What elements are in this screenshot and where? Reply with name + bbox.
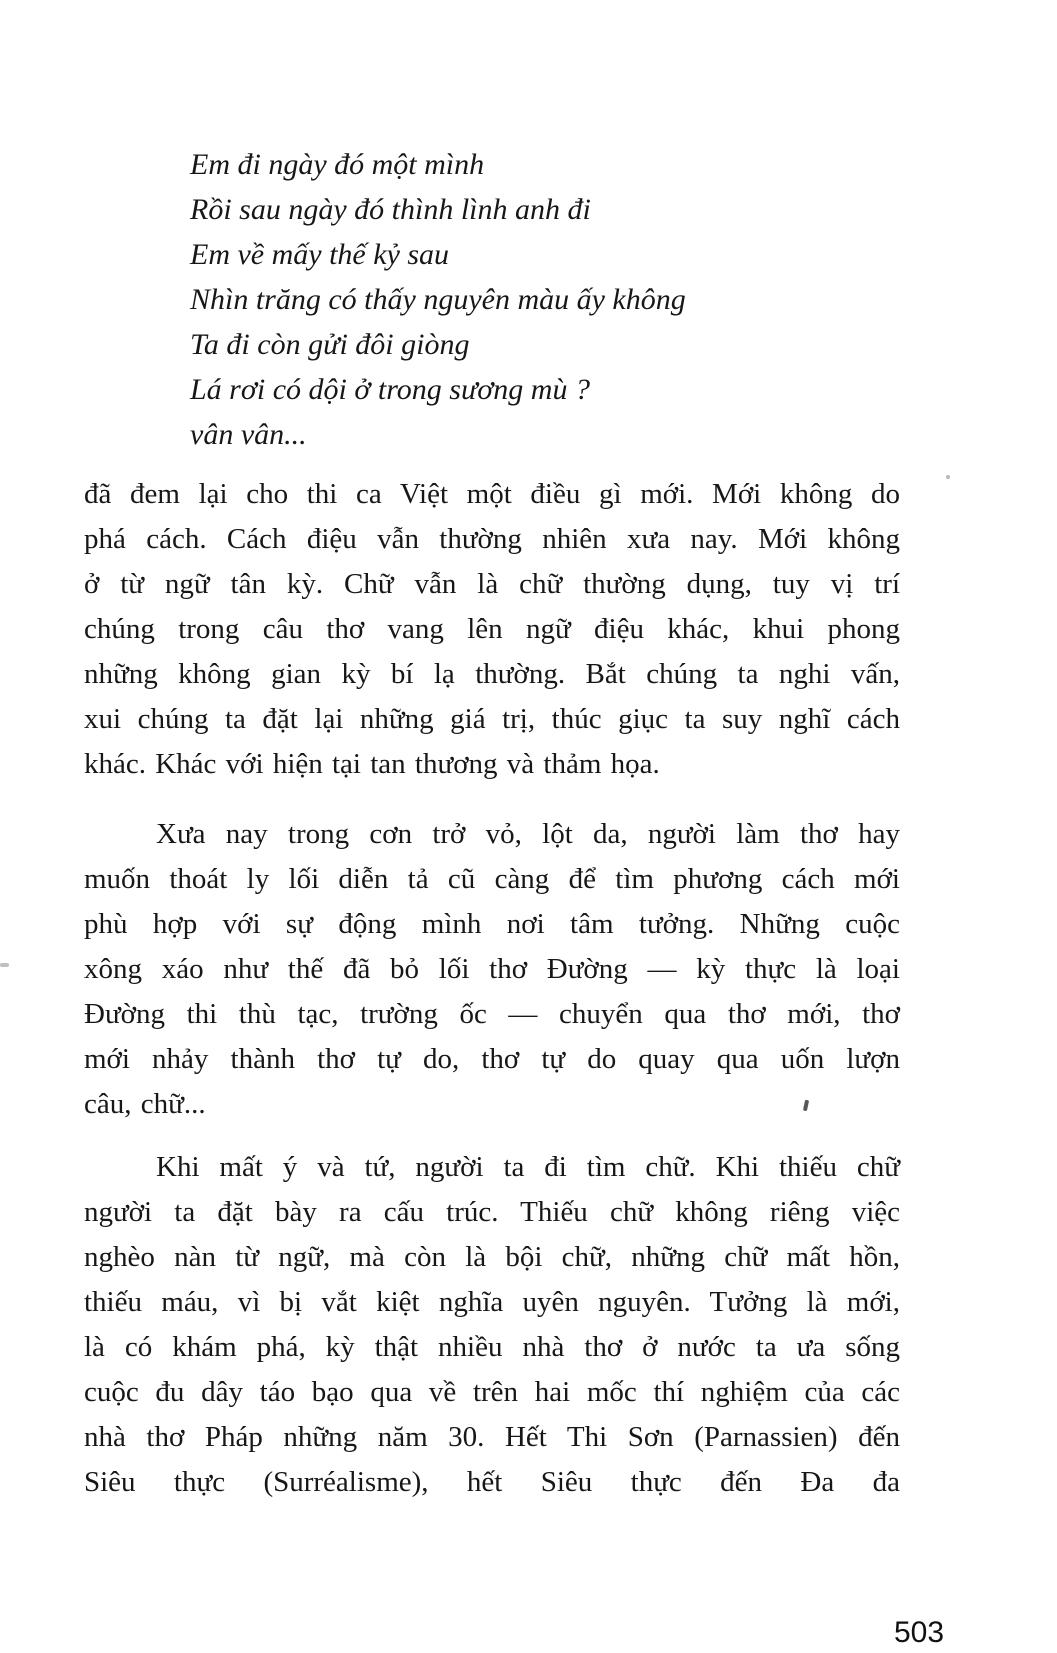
body-line: những không gian kỳ bí lạ thường. Bắt chúng ta nghi vấn, xyxy=(84,658,900,690)
body-line: nhà thơ Pháp những năm 30. Hết Thi Sơn (Parnassien) đến xyxy=(84,1421,900,1453)
body-line: Xưa nay trong cơn trở vỏ, lột da, người làm thơ hay xyxy=(156,818,900,850)
body-line: chúng trong câu thơ vang lên ngữ điệu khác, khui phong xyxy=(84,613,900,645)
body-line: muốn thoát ly lối diễn tả cũ càng để tìm phương cách mới xyxy=(84,863,900,895)
body-line: nghèo nàn từ ngữ, mà còn là bội chữ, những chữ mất hồn, xyxy=(84,1241,900,1273)
body-line: xông xáo như thế đã bỏ lối thơ Đường — kỳ thực là loại xyxy=(84,953,900,985)
body-line: người ta đặt bày ra cấu trúc. Thiếu chữ không riêng việc xyxy=(84,1196,900,1228)
page-number: 503 xyxy=(894,1616,945,1649)
body-line: đã đem lại cho thi ca Việt một điều gì mới. Mới không do xyxy=(84,478,900,510)
paragraph-1 xyxy=(84,472,900,787)
scan-artifact xyxy=(0,963,9,967)
body-line: cuộc đu dây táo bạo qua về trên hai mốc thí nghiệm của các xyxy=(84,1376,900,1408)
poem-line: Lá rơi có dội ở trong sương mù ? xyxy=(190,373,590,406)
poem-line: Rồi sau ngày đó thình lình anh đi xyxy=(190,193,591,226)
poem-line: Em đi ngày đó một mình xyxy=(190,148,485,181)
body-line: Khi mất ý và tứ, người ta đi tìm chữ. Khi thiếu chữ xyxy=(156,1151,900,1183)
body-line: ở từ ngữ tân kỳ. Chữ vẫn là chữ thường dụng, tuy vị trí xyxy=(84,568,900,600)
poem-line: Em về mấy thế kỷ sau xyxy=(190,238,450,271)
body-line: Đường thi thù tạc, trường ốc — chuyển qua thơ mới, thơ xyxy=(84,998,900,1030)
paragraph-3 xyxy=(84,1145,900,1505)
body-line: câu, chữ... xyxy=(84,1088,206,1120)
body-line: mới nhảy thành thơ tự do, thơ tự do quay qua uốn lượn xyxy=(84,1043,900,1075)
body-line: là có khám phá, kỳ thật nhiều nhà thơ ở nước ta ưa sống xyxy=(84,1331,900,1363)
body-line: thiếu máu, vì bị vắt kiệt nghĩa uyên nguyên. Tưởng là mới, xyxy=(84,1286,900,1318)
body-line: Siêu thực (Surréalisme), hết Siêu thực đến Đa đa xyxy=(84,1466,900,1498)
poem-line: Ta đi còn gửi đôi giòng xyxy=(190,328,470,361)
body-line: xui chúng ta đặt lại những giá trị, thúc giục ta suy nghĩ cách xyxy=(84,703,900,735)
body-line: phù hợp với sự động mình nơi tâm tưởng. Những cuộc xyxy=(84,908,900,940)
poem-line: Nhìn trăng có thấy nguyên màu ấy không xyxy=(190,283,686,316)
poem-block xyxy=(190,142,830,457)
poem-line: vân vân... xyxy=(190,418,307,451)
paragraph-2 xyxy=(84,812,900,1127)
scan-artifact xyxy=(946,475,950,479)
body-line: phá cách. Cách điệu vẫn thường nhiên xưa nay. Mới không xyxy=(84,523,900,555)
body-line: khác. Khác với hiện tại tan thương và thảm họa. xyxy=(84,748,660,780)
